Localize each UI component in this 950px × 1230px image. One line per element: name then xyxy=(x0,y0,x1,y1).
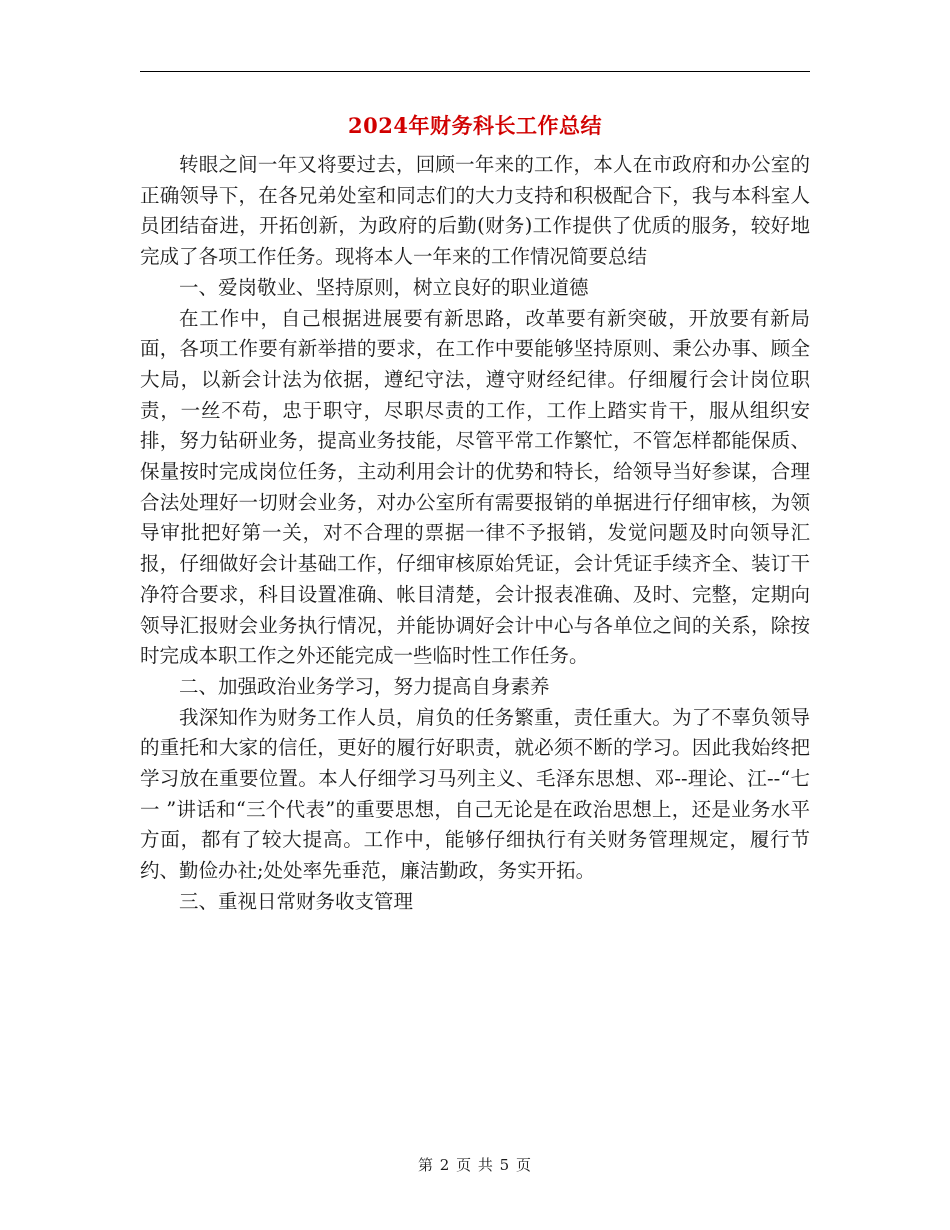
intro-paragraph: 转眼之间一年又将要过去，回顾一年来的工作，本人在市政府和办公室的正确领导下，在各兄弟处室和同志们的大力支持和积极配合下，我与本科室人员团结奋进，开拓创新，为政府的后勤(财务)工作提供了优质的服务，较好地完成了各项工作任务。现将本人一年来的工作情况简要总结 xyxy=(140,153,810,269)
section-heading-1: 一、爱岗敬业、坚持原则，树立良好的职业道德 xyxy=(179,275,589,299)
document-title: 2024年财务科长工作总结 xyxy=(348,113,602,138)
section-2-paragraph: 我深知作为财务工作人员，肩负的任务繁重，责任重大。为了不辜负领导的重托和大家的信任，更好的履行好职责，就必须不断的学习。因此我始终把学习放在重要位置。本人仔细学习马列主义、毛泽东思想、邓--理论、江--“七一 ”讲话和“三个代表”的重要思想，自己无论是在政治思想上，还是业务水平方面，都有了较大提高。工作中，能够仔细执行有关财务管理规定，履行节约、勤俭办社;处处率先垂范，廉洁勤政，务实开拓。 xyxy=(140,705,810,883)
section-1-paragraph: 在工作中，自己根据进展要有新思路，改革要有新突破，开放要有新局面，各项工作要有新举措的要求，在工作中要能够坚持原则、秉公办事、顾全大局，以新会计法为依据，遵纪守法，遵守财经纪律。仔细履行会计岗位职责，一丝不苟，忠于职守，尽职尽责的工作，工作上踏实肯干，服从组织安排，努力钻研业务，提高业务技能，尽管平常工作繁忙，不管怎样都能保质、保量按时完成岗位任务，主动利用会计的优势和特长，给领导当好参谋，合理合法处理好一切财会业务，对办公室所有需要报销的单据进行仔细审核，为领导审批把好第一关，对不合理的票据一律不予报销，发觉问题及时向领导汇报，仔细做好会计基础工作，仔细审核原始凭证，会计凭证手续齐全、装订干净符合要求，科目设置准确、帐目清楚，会计报表准确、及时、完整，定期向领导汇报财会业务执行情况，并能协调好会计中心与各单位之间的关系，除按时完成本职工作之外还能完成一些临时性工作任务。 xyxy=(140,306,810,668)
section-heading-2: 二、加强政治业务学习，努力提高自身素养 xyxy=(179,674,550,698)
header-rule xyxy=(140,71,810,72)
section-heading-3: 三、重视日常财务收支管理 xyxy=(179,889,414,913)
page-number: 第 2 页 共 5 页 xyxy=(418,1156,532,1174)
document-body xyxy=(140,150,810,918)
